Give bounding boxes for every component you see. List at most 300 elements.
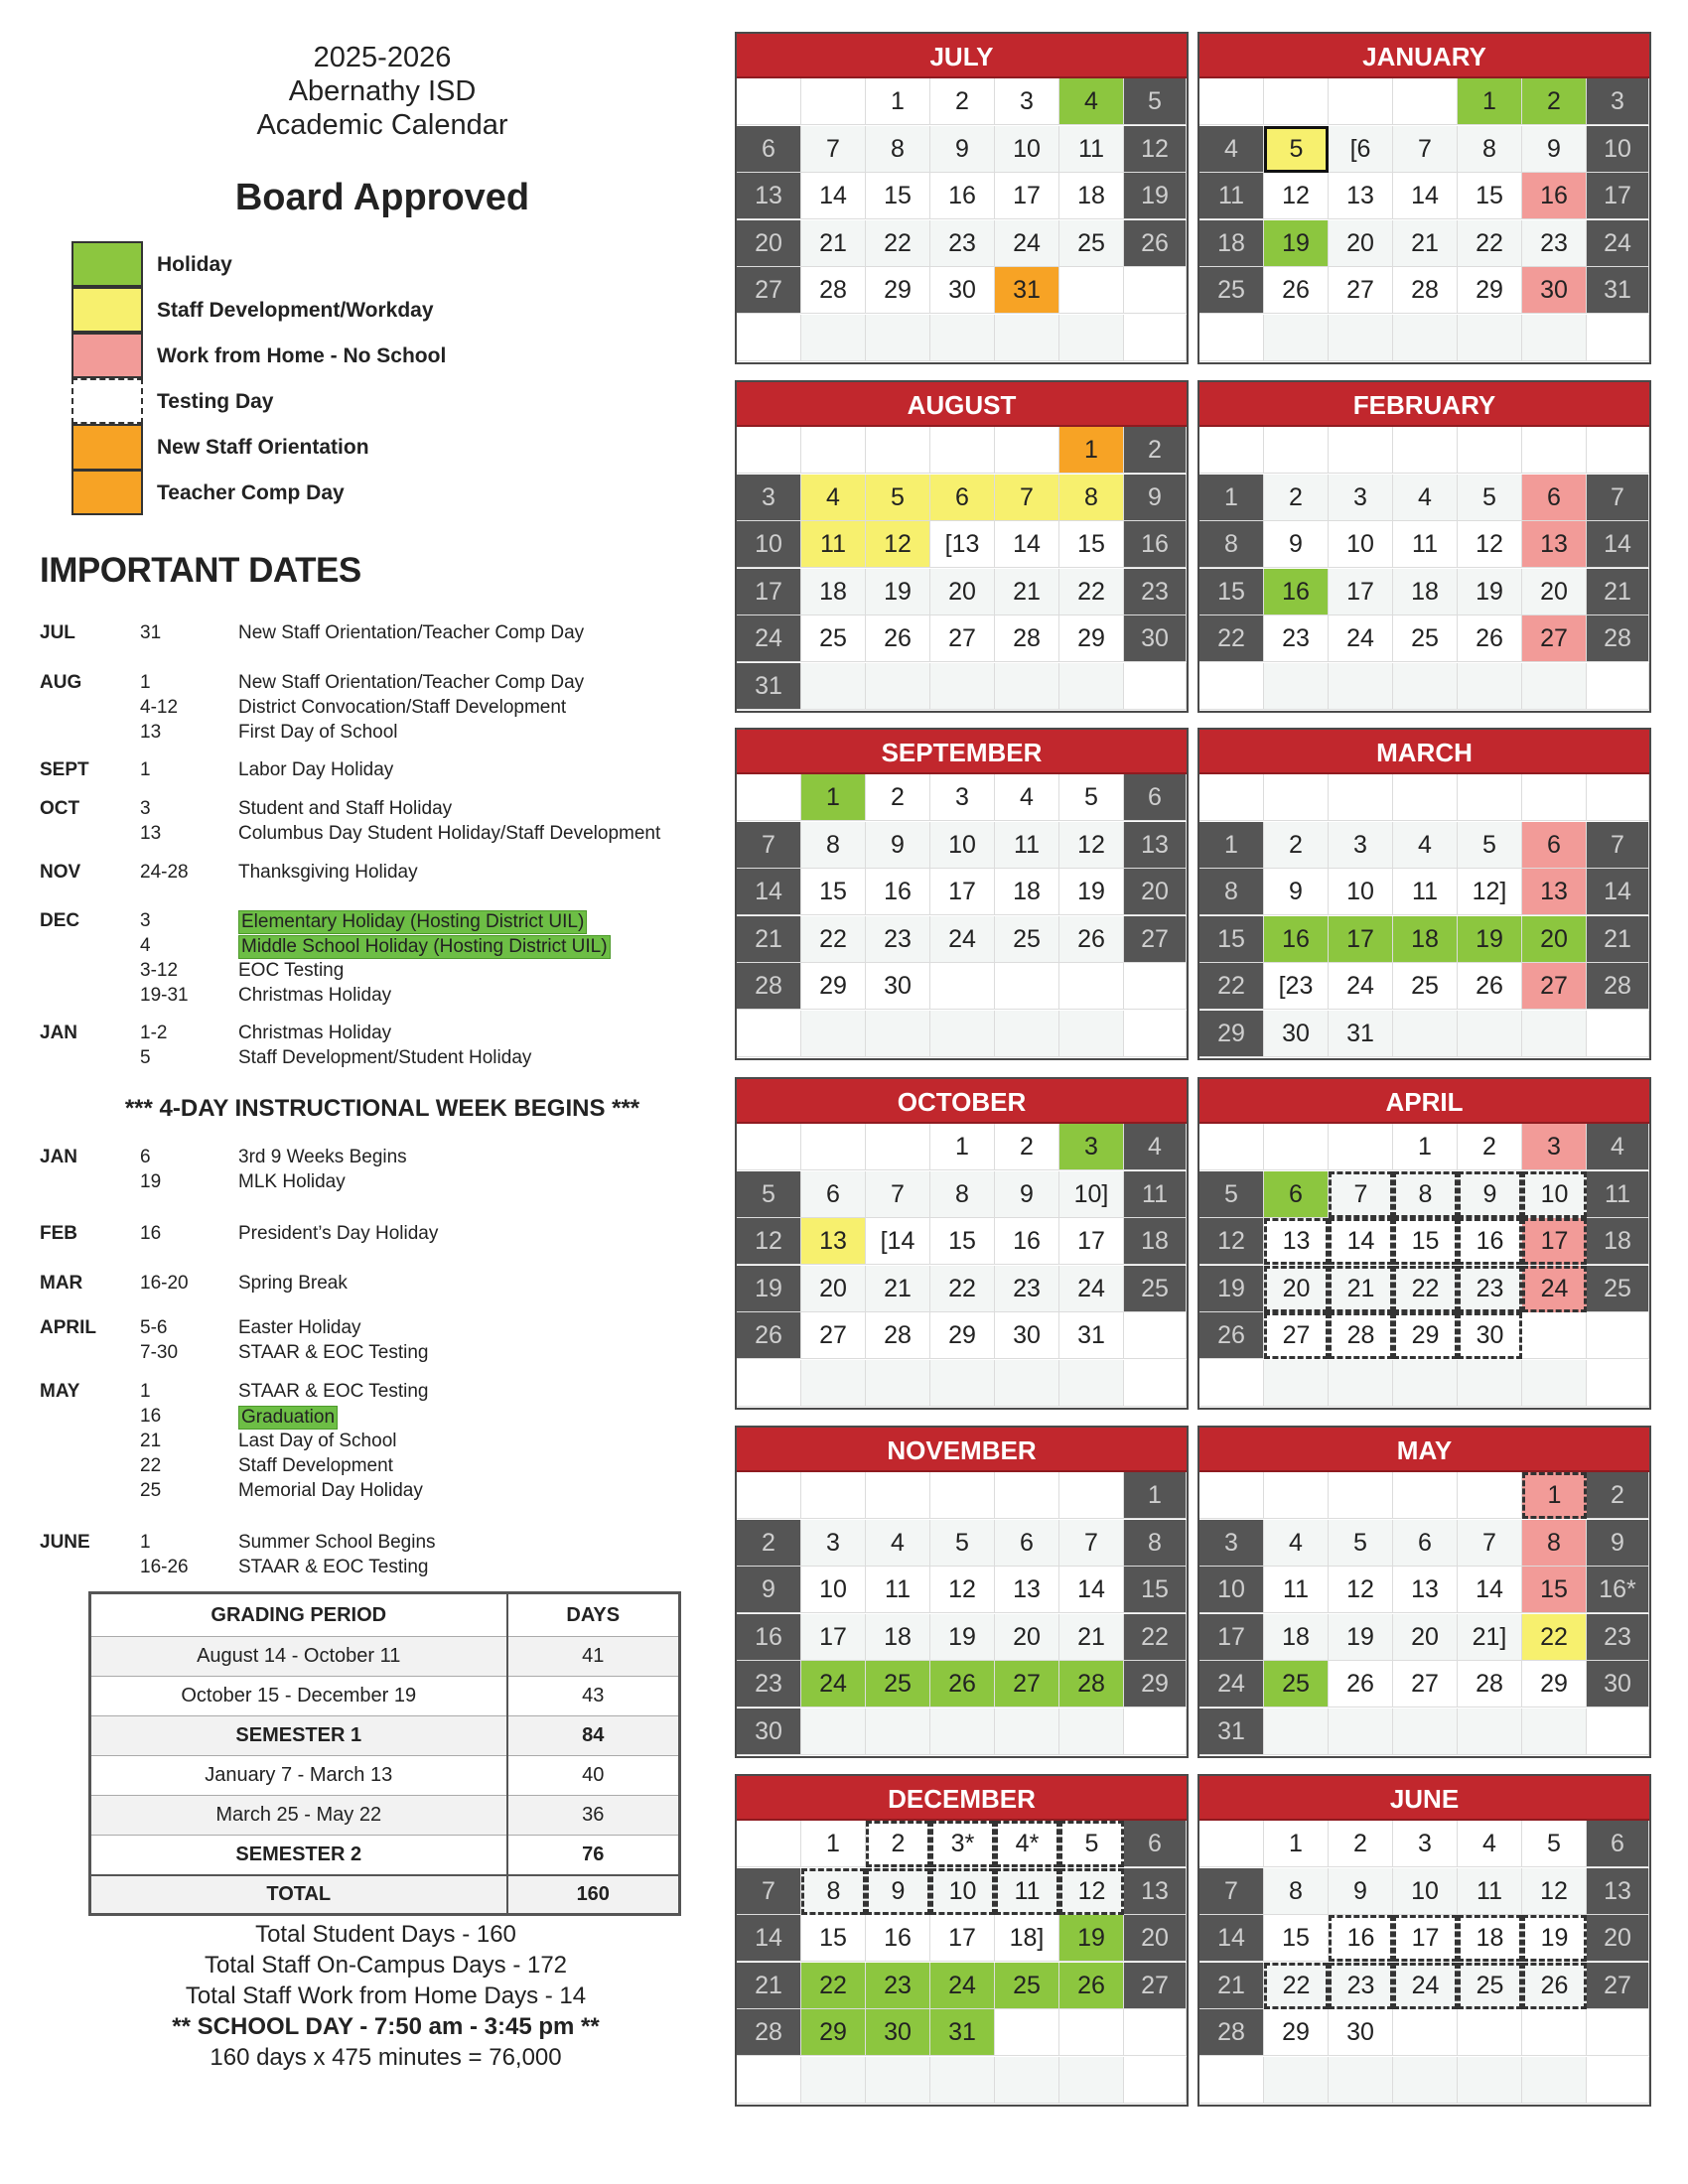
- legend-label: Staff Development/Workday: [157, 299, 434, 322]
- day-cell: 21: [1393, 220, 1458, 267]
- day-cell: 15: [1393, 1218, 1458, 1265]
- empty-day-cell: [1587, 774, 1649, 821]
- important-date-day: 16: [140, 1223, 162, 1244]
- day-cell: 24: [930, 916, 995, 963]
- day-cell: 3: [737, 475, 801, 521]
- month-august: [735, 380, 1189, 713]
- empty-day-cell: [1329, 427, 1393, 474]
- grading-row: [90, 1875, 680, 1915]
- empty-day-cell: [1458, 663, 1522, 710]
- empty-day-cell: [1059, 963, 1124, 1010]
- day-cell: 25: [995, 916, 1059, 963]
- summary-line: Total Staff On-Campus Days - 172: [204, 1952, 568, 1979]
- day-cell: 14: [1199, 1915, 1264, 1962]
- empty-day-cell: [1458, 1011, 1522, 1057]
- day-cell: 8: [866, 126, 930, 173]
- important-date-month: JAN: [40, 1023, 78, 1043]
- day-cell: 8: [1522, 1520, 1587, 1567]
- day-cell: 5: [1059, 1821, 1124, 1867]
- summary-line: Total Student Days - 160: [255, 1921, 516, 1948]
- day-cell: 11: [1264, 1567, 1329, 1613]
- day-cell: 29: [801, 2009, 866, 2056]
- day-cell: 19: [1059, 1915, 1124, 1962]
- day-cell: 18: [1393, 916, 1458, 963]
- day-cell: 25: [1059, 220, 1124, 267]
- important-date-month: JAN: [40, 1147, 78, 1167]
- month-days: [737, 1821, 1187, 2105]
- empty-day-cell: [1124, 663, 1187, 710]
- day-cell: 7: [1059, 1520, 1124, 1567]
- day-cell: 24: [1587, 220, 1649, 267]
- day-cell: 4: [866, 1520, 930, 1567]
- day-cell: 17: [737, 569, 801, 615]
- day-cell: 17: [1329, 916, 1393, 963]
- legend-item: [71, 287, 518, 333]
- day-cell: 10: [930, 1868, 995, 1915]
- empty-day-cell: [1059, 2009, 1124, 2056]
- day-cell: 25: [1124, 1266, 1187, 1312]
- empty-day-cell: [1458, 774, 1522, 821]
- day-cell: 17: [930, 869, 995, 915]
- day-cell: 14: [1587, 521, 1649, 568]
- day-cell: 15: [1124, 1567, 1187, 1613]
- day-cell: 24: [1329, 963, 1393, 1010]
- day-cell: 24: [801, 1661, 866, 1707]
- day-cell: 4: [1199, 126, 1264, 173]
- empty-day-cell: [866, 2057, 930, 2104]
- empty-day-cell: [930, 1360, 995, 1407]
- day-cell: 28: [1199, 2009, 1264, 2056]
- day-cell: 9: [1329, 1868, 1393, 1915]
- empty-day-cell: [1458, 315, 1522, 361]
- legend-label: Testing Day: [157, 390, 274, 413]
- empty-day-cell: [995, 2009, 1059, 2056]
- day-cell: 19: [1264, 220, 1329, 267]
- day-cell: 29: [1522, 1661, 1587, 1707]
- important-date-event: Staff Development/Student Holiday: [238, 1047, 532, 1068]
- important-date-month: OCT: [40, 798, 80, 819]
- important-date-event: MLK Holiday: [238, 1171, 346, 1192]
- day-cell: 30: [1329, 2009, 1393, 2056]
- empty-day-cell: [801, 1472, 866, 1519]
- day-cell: 13: [801, 1218, 866, 1265]
- important-date-event: STAAR & EOC Testing: [238, 1381, 429, 1402]
- empty-day-cell: [866, 1124, 930, 1170]
- day-cell: 20: [1264, 1266, 1329, 1312]
- empty-day-cell: [737, 1472, 801, 1519]
- day-cell: 22: [1059, 569, 1124, 615]
- important-date-month: DEC: [40, 910, 80, 931]
- day-cell: 27: [1124, 1963, 1187, 2009]
- day-cell: 1: [1458, 78, 1522, 125]
- day-cell: 27: [1329, 267, 1393, 314]
- empty-day-cell: [1329, 774, 1393, 821]
- month-days: [1199, 774, 1649, 1058]
- important-date-event: Easter Holiday: [238, 1317, 361, 1338]
- day-cell: 7: [1393, 126, 1458, 173]
- day-cell: 10: [1199, 1567, 1264, 1613]
- important-date-month: JUNE: [40, 1532, 90, 1553]
- day-cell: 23: [866, 1963, 930, 2009]
- empty-day-cell: [930, 1011, 995, 1057]
- day-cell: 12: [1124, 126, 1187, 173]
- day-cell: 3: [1393, 1821, 1458, 1867]
- day-cell: 28: [866, 1312, 930, 1359]
- empty-day-cell: [866, 663, 930, 710]
- important-date-day: 7-30: [140, 1342, 179, 1363]
- empty-day-cell: [1587, 2057, 1649, 2104]
- day-cell: 6: [737, 126, 801, 173]
- empty-day-cell: [995, 1472, 1059, 1519]
- day-cell: 12: [1329, 1567, 1393, 1613]
- empty-day-cell: [1393, 774, 1458, 821]
- day-cell: 5: [1124, 78, 1187, 125]
- month-june: [1197, 1774, 1651, 2107]
- days-header: DAYS: [507, 1593, 680, 1637]
- grading-row: [90, 1796, 680, 1836]
- empty-day-cell: [1264, 427, 1329, 474]
- day-cell: 10: [930, 822, 995, 869]
- day-cell: 23: [1587, 1614, 1649, 1661]
- day-cell: 23: [866, 916, 930, 963]
- legend-label: Teacher Comp Day: [157, 481, 345, 504]
- day-cell: 23: [1264, 615, 1329, 662]
- empty-day-cell: [737, 78, 801, 125]
- day-cell: 6: [1124, 1821, 1187, 1867]
- month-days: [737, 1472, 1187, 1756]
- day-cell: 31: [995, 267, 1059, 314]
- day-cell: 14: [1059, 1567, 1124, 1613]
- empty-day-cell: [737, 427, 801, 474]
- day-cell: 15: [801, 1915, 866, 1962]
- empty-day-cell: [1264, 2057, 1329, 2104]
- day-cell: 13: [1124, 1868, 1187, 1915]
- day-cell: 26: [866, 615, 930, 662]
- month-days: [737, 78, 1187, 362]
- day-cell: 20: [1522, 916, 1587, 963]
- day-cell: 10: [1393, 1868, 1458, 1915]
- important-date-day: 3: [140, 798, 151, 819]
- day-cell: 8: [1124, 1520, 1187, 1567]
- day-cell: 5: [1458, 822, 1522, 869]
- empty-day-cell: [1587, 1011, 1649, 1057]
- day-cell: 3: [930, 774, 995, 821]
- day-cell: 18: [1393, 569, 1458, 615]
- day-cell: 28: [737, 963, 801, 1010]
- day-cell: 6: [801, 1171, 866, 1218]
- day-cell: 18: [1587, 1218, 1649, 1265]
- day-cell: 10: [801, 1567, 866, 1613]
- day-cell: 11: [995, 1868, 1059, 1915]
- day-cell: 22: [1393, 1266, 1458, 1312]
- day-cell: 17: [995, 173, 1059, 219]
- legend-swatch: [71, 378, 143, 424]
- day-cell: 22: [801, 916, 866, 963]
- empty-day-cell: [1393, 2057, 1458, 2104]
- empty-day-cell: [1587, 315, 1649, 361]
- day-cell: 14: [1329, 1218, 1393, 1265]
- important-date-month: MAY: [40, 1381, 80, 1402]
- day-cell: 15: [930, 1218, 995, 1265]
- day-cell: 14: [801, 173, 866, 219]
- empty-day-cell: [995, 1011, 1059, 1057]
- calendar-year: 2025-2026: [313, 42, 452, 73]
- empty-day-cell: [1458, 2009, 1522, 2056]
- important-date-day: 5-6: [140, 1317, 168, 1338]
- day-cell: 24: [1059, 1266, 1124, 1312]
- day-cell: 28: [995, 615, 1059, 662]
- empty-day-cell: [1124, 1312, 1187, 1359]
- important-date-day: 16-20: [140, 1273, 189, 1294]
- day-cell: 10: [1329, 521, 1393, 568]
- day-cell: 25: [1199, 267, 1264, 314]
- day-cell: 15: [866, 173, 930, 219]
- important-date-event: District Convocation/Staff Development: [238, 697, 567, 718]
- day-cell: 1: [1124, 1472, 1187, 1519]
- day-cell: 20: [995, 1614, 1059, 1661]
- important-date-event: Labor Day Holiday: [238, 759, 394, 780]
- empty-day-cell: [1393, 1472, 1458, 1519]
- grading-period-cell: SEMESTER 1: [90, 1716, 507, 1756]
- day-cell: 6: [1522, 822, 1587, 869]
- day-cell: 15: [1059, 521, 1124, 568]
- empty-day-cell: [1199, 78, 1264, 125]
- empty-day-cell: [1264, 1708, 1329, 1755]
- day-cell: 1: [1199, 822, 1264, 869]
- empty-day-cell: [1393, 663, 1458, 710]
- day-cell: 28: [801, 267, 866, 314]
- important-date-event: Last Day of School: [238, 1431, 397, 1451]
- day-cell: 9: [866, 1868, 930, 1915]
- day-cell: 25: [801, 615, 866, 662]
- legend-label: New Staff Orientation: [157, 436, 369, 459]
- empty-day-cell: [1587, 427, 1649, 474]
- empty-day-cell: [1522, 1360, 1587, 1407]
- grading-days-cell: 41: [507, 1637, 680, 1677]
- day-cell: 13: [1264, 1218, 1329, 1265]
- empty-day-cell: [801, 78, 866, 125]
- day-cell: 15: [1458, 173, 1522, 219]
- grading-period-cell: August 14 - October 11: [90, 1637, 507, 1677]
- month-march: [1197, 728, 1651, 1060]
- day-cell: 19: [1329, 1614, 1393, 1661]
- day-cell: 9: [737, 1567, 801, 1613]
- month-header: NOVEMBER: [737, 1428, 1187, 1472]
- day-cell: 9: [995, 1171, 1059, 1218]
- day-cell: 2: [1264, 475, 1329, 521]
- day-cell: 23: [1522, 220, 1587, 267]
- grading-row: [90, 1716, 680, 1756]
- day-cell: 21: [1329, 1266, 1393, 1312]
- empty-day-cell: [801, 663, 866, 710]
- day-cell: 25: [866, 1661, 930, 1707]
- month-july: [735, 32, 1189, 364]
- important-date-event: STAAR & EOC Testing: [238, 1557, 429, 1577]
- day-cell: 1: [1059, 427, 1124, 474]
- day-cell: 11: [1059, 126, 1124, 173]
- day-cell: 8: [930, 1171, 995, 1218]
- month-days: [737, 427, 1187, 711]
- empty-day-cell: [1124, 963, 1187, 1010]
- day-cell: 18: [1124, 1218, 1187, 1265]
- day-cell: 21: [1199, 1963, 1264, 2009]
- empty-day-cell: [1199, 774, 1264, 821]
- day-cell: 10: [1522, 1171, 1587, 1218]
- empty-day-cell: [737, 1124, 801, 1170]
- empty-day-cell: [1393, 315, 1458, 361]
- empty-day-cell: [1264, 315, 1329, 361]
- empty-day-cell: [1199, 1472, 1264, 1519]
- day-cell: 16: [1522, 173, 1587, 219]
- day-cell: 5: [1199, 1171, 1264, 1218]
- empty-day-cell: [1264, 774, 1329, 821]
- important-date-day: 4: [140, 935, 151, 956]
- day-cell: 26: [1264, 267, 1329, 314]
- important-date-month: FEB: [40, 1223, 77, 1244]
- empty-day-cell: [1124, 1011, 1187, 1057]
- day-cell: 16: [930, 173, 995, 219]
- day-cell: 21]: [1458, 1614, 1522, 1661]
- day-cell: 30: [1522, 267, 1587, 314]
- day-cell: 18: [801, 569, 866, 615]
- day-cell: 22: [1522, 1614, 1587, 1661]
- day-cell: 6: [1587, 1821, 1649, 1867]
- important-date-day: 19: [140, 1171, 162, 1192]
- day-cell: 17: [1587, 173, 1649, 219]
- empty-day-cell: [1199, 2057, 1264, 2104]
- empty-day-cell: [1059, 1708, 1124, 1755]
- grading-period-cell: October 15 - December 19: [90, 1677, 507, 1716]
- day-cell: 20: [1393, 1614, 1458, 1661]
- empty-day-cell: [1522, 1708, 1587, 1755]
- empty-day-cell: [995, 663, 1059, 710]
- day-cell: 22: [801, 1963, 866, 2009]
- empty-day-cell: [1059, 267, 1124, 314]
- month-february: [1197, 380, 1651, 713]
- important-date-event: Columbus Day Student Holiday/Staff Development: [238, 823, 661, 844]
- empty-day-cell: [930, 1708, 995, 1755]
- important-date-day: 21: [140, 1431, 162, 1451]
- empty-day-cell: [737, 1360, 801, 1407]
- day-cell: 27: [1124, 916, 1187, 963]
- day-cell: 29: [1393, 1312, 1458, 1359]
- day-cell: 21: [1059, 1614, 1124, 1661]
- day-cell: 11: [1587, 1171, 1649, 1218]
- day-cell: 21: [737, 916, 801, 963]
- empty-day-cell: [1458, 1708, 1522, 1755]
- day-cell: 8: [801, 822, 866, 869]
- day-cell: 12: [930, 1567, 995, 1613]
- day-cell: 7: [737, 1868, 801, 1915]
- day-cell: 12: [1458, 521, 1522, 568]
- important-date-day: 16: [140, 1406, 162, 1427]
- empty-day-cell: [1329, 315, 1393, 361]
- day-cell: 7: [866, 1171, 930, 1218]
- month-header: FEBRUARY: [1199, 382, 1649, 427]
- day-cell: 4: [801, 475, 866, 521]
- empty-day-cell: [1264, 663, 1329, 710]
- day-cell: 19: [1522, 1915, 1587, 1962]
- day-cell: 23: [995, 1266, 1059, 1312]
- grading-row: [90, 1637, 680, 1677]
- day-cell: 18: [1199, 220, 1264, 267]
- day-cell: 10: [995, 126, 1059, 173]
- day-cell: 4: [1264, 1520, 1329, 1567]
- day-cell: 3: [1059, 1124, 1124, 1170]
- empty-day-cell: [1059, 1472, 1124, 1519]
- empty-day-cell: [801, 1124, 866, 1170]
- day-cell: 16: [866, 1915, 930, 1962]
- empty-day-cell: [1393, 78, 1458, 125]
- empty-day-cell: [995, 315, 1059, 361]
- month-header: MARCH: [1199, 730, 1649, 774]
- day-cell: 8: [1458, 126, 1522, 173]
- empty-day-cell: [1522, 2057, 1587, 2104]
- day-cell: 2: [866, 774, 930, 821]
- day-cell: 21: [1587, 569, 1649, 615]
- day-cell: 29: [801, 963, 866, 1010]
- day-cell: 5: [866, 475, 930, 521]
- important-date-month: SEPT: [40, 759, 89, 780]
- day-cell: 15: [1264, 1915, 1329, 1962]
- day-cell: 6: [930, 475, 995, 521]
- day-cell: 22: [1264, 1963, 1329, 2009]
- day-cell: 13: [1329, 173, 1393, 219]
- day-cell: 11: [1458, 1868, 1522, 1915]
- day-cell: 9: [1264, 869, 1329, 915]
- day-cell: 31: [1587, 267, 1649, 314]
- day-cell: 7: [801, 126, 866, 173]
- day-cell: 12]: [1458, 869, 1522, 915]
- empty-day-cell: [1393, 1360, 1458, 1407]
- empty-day-cell: [737, 1011, 801, 1057]
- important-date-month: AUG: [40, 672, 82, 693]
- empty-day-cell: [995, 2057, 1059, 2104]
- empty-day-cell: [1124, 2009, 1187, 2056]
- day-cell: 3: [995, 78, 1059, 125]
- day-cell: [14: [866, 1218, 930, 1265]
- day-cell: 11: [1124, 1171, 1187, 1218]
- day-cell: 1: [866, 78, 930, 125]
- empty-day-cell: [801, 2057, 866, 2104]
- important-date-month: APRIL: [40, 1317, 96, 1338]
- important-date-event: EOC Testing: [238, 960, 345, 981]
- empty-day-cell: [1458, 1472, 1522, 1519]
- day-cell: 9: [1124, 475, 1187, 521]
- day-cell: 19: [866, 569, 930, 615]
- legend-swatch: [71, 333, 143, 378]
- empty-day-cell: [1458, 2057, 1522, 2104]
- day-cell: 27: [801, 1312, 866, 1359]
- empty-day-cell: [1329, 1124, 1393, 1170]
- empty-day-cell: [1458, 427, 1522, 474]
- important-date-day: 1-2: [140, 1023, 168, 1043]
- day-cell: 7: [995, 475, 1059, 521]
- day-cell: 18: [1264, 1614, 1329, 1661]
- day-cell: 23: [737, 1661, 801, 1707]
- day-cell: 20: [930, 569, 995, 615]
- day-cell: 11: [866, 1567, 930, 1613]
- empty-day-cell: [1522, 315, 1587, 361]
- day-cell: 22: [1199, 615, 1264, 662]
- day-cell: 24: [1329, 615, 1393, 662]
- empty-day-cell: [1393, 427, 1458, 474]
- day-cell: 7: [1587, 822, 1649, 869]
- day-cell: 4: [995, 774, 1059, 821]
- day-cell: 11: [1199, 173, 1264, 219]
- day-cell: 11: [801, 521, 866, 568]
- day-cell: 20: [737, 220, 801, 267]
